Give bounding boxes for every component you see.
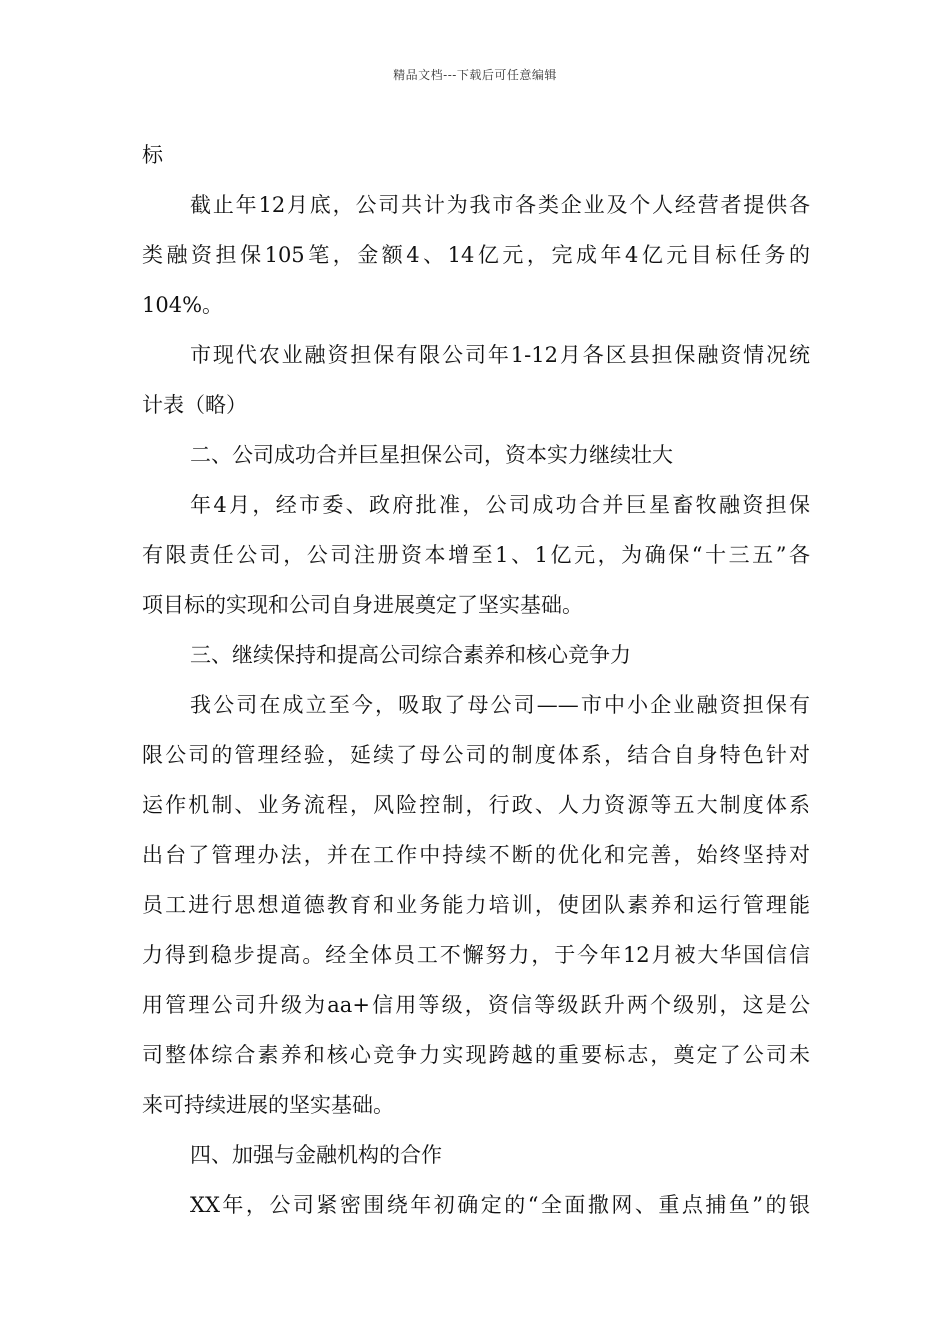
text-line: XX年，公司紧密围绕年初确定的“全面撒网、重点捕鱼”的银: [190, 1193, 810, 1217]
text-line: 项目标的实现和公司自身进展奠定了坚实基础。: [142, 593, 583, 617]
text-line: 截止年12月底，公司共计为我市各类企业及个人经营者提供各: [190, 193, 810, 217]
text-line: 来可持续进展的坚实基础。: [142, 1093, 394, 1117]
text-line: 司整体综合素养和核心竞争力实现跨越的重要标志，奠定了公司未: [142, 1043, 810, 1067]
text-line: 限公司的管理经验，延续了母公司的制度体系，结合自身特色针对: [142, 743, 810, 767]
text-line: 类融资担保105笔，金额4、14亿元，完成年4亿元目标任务的: [142, 243, 810, 267]
text-line: 有限责任公司，公司注册资本增至1、1亿元，为确保“十三五”各: [142, 543, 810, 567]
text-line: 标: [142, 143, 163, 167]
document-body: [142, 130, 810, 1230]
text-line: 用管理公司升级为aa+信用等级，资信等级跃升两个级别，这是公: [142, 993, 810, 1017]
text-line: 计表（略）: [142, 393, 247, 417]
section-heading: 三、继续保持和提高公司综合素养和核心竞争力: [190, 643, 631, 667]
text-line: 我公司在成立至今，吸取了母公司——市中小企业融资担保有: [190, 693, 810, 717]
section-heading: 四、加强与金融机构的合作: [190, 1143, 442, 1167]
text-line: 运作机制、业务流程，风险控制，行政、人力资源等五大制度体系: [142, 793, 810, 817]
text-line: 年4月，经市委、政府批准，公司成功合并巨星畜牧融资担保: [190, 493, 810, 517]
section-heading: 二、公司成功合并巨星担保公司，资本实力继续壮大: [190, 443, 673, 467]
text-line: 104%。: [142, 293, 224, 317]
text-line: 市现代农业融资担保有限公司年1-12月各区县担保融资情况统: [190, 343, 810, 367]
page-header: 精品文档---下载后可任意编辑: [393, 68, 557, 82]
text-line: 出台了管理办法，并在工作中持续不断的优化和完善，始终坚持对: [142, 843, 810, 867]
text-line: 力得到稳步提高。经全体员工不懈努力，于今年12月被大华国信信: [142, 943, 810, 967]
text-line: 员工进行思想道德教育和业务能力培训，使团队素养和运行管理能: [142, 893, 810, 917]
